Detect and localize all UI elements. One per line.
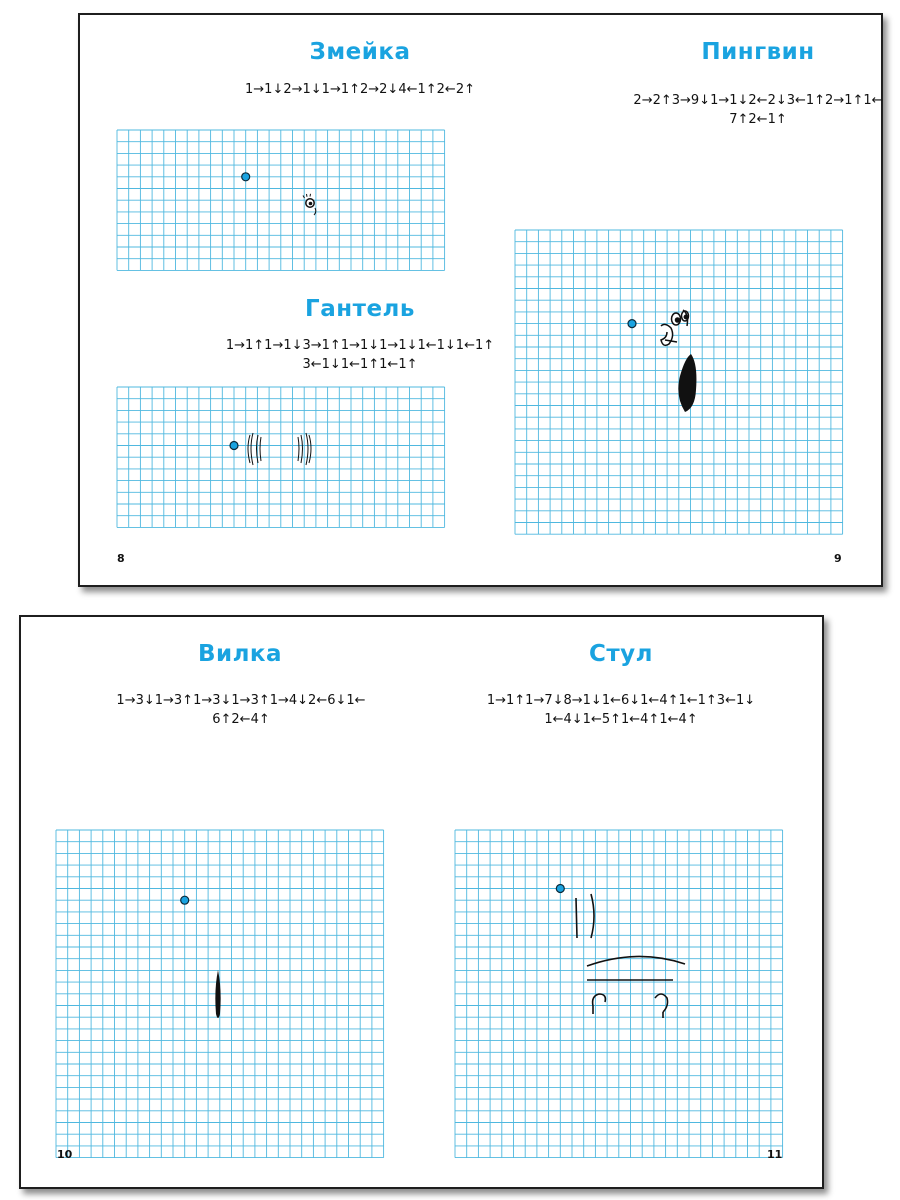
- code-line: 6↑2←4↑: [212, 712, 270, 727]
- page-number-8: 8: [117, 552, 125, 565]
- puzzle-title-vilka: Вилка: [197, 641, 283, 667]
- puzzle-code-pingvin: [558, 91, 900, 129]
- penguin-flipper-sketch: [678, 354, 696, 412]
- graph-grid-zmeyka: [117, 130, 446, 277]
- graph-grid-pingvin: [515, 230, 844, 534]
- penguin-face-sketch: [661, 310, 689, 345]
- puzzle-title-pingvin: Пингвин: [701, 39, 815, 65]
- page-number-11: 11: [767, 1148, 783, 1161]
- code-line: 3←1↓1←1↑1←1↑: [302, 357, 418, 372]
- code-line: 2→2↑3→9↓1→1↓2←2↓3←1↑2→1↑1←: [633, 93, 883, 108]
- graph-grid-gantel: [117, 387, 446, 534]
- grid-lines: [515, 230, 843, 534]
- book-spread-pages-8-9: [78, 13, 883, 587]
- grid-lines: [117, 130, 445, 270]
- grid-lines: [455, 830, 783, 1158]
- book-spread-pages-10-11: [19, 615, 824, 1189]
- grid-lines: [117, 387, 445, 527]
- graph-grid-vilka: [56, 830, 385, 1158]
- start-dot: [242, 173, 250, 181]
- puzzle-code-vilka: [41, 691, 441, 729]
- puzzle-code-stul: [421, 691, 821, 729]
- page-number-10: 10: [57, 1148, 73, 1161]
- page-number-9: 9: [834, 552, 842, 565]
- code-line: 1→3↓1→3↑1→3↓1→3↑1→4↓2←6↓1←: [116, 693, 366, 708]
- code-line: 1→1↑1→1↓3→1↑1→1↓1→1↓1←1↓1←1↑: [225, 338, 495, 353]
- code-line: 1→1↓2→1↓1→1↑2→2↓4←1↑2←2↑: [245, 82, 475, 97]
- start-dot: [628, 320, 636, 328]
- graph-grid-stul: [455, 830, 784, 1158]
- puzzle-code-gantel: [160, 336, 560, 374]
- puzzle-title-zmeyka: Змейка: [309, 39, 411, 65]
- start-dot: [181, 896, 189, 904]
- code-line: 1←4↓1←5↑1←4↑1←4↑: [544, 712, 698, 727]
- puzzle-code-zmeyka: [160, 80, 560, 99]
- start-dot: [556, 885, 564, 893]
- puzzle-title-gantel: Гантель: [305, 296, 415, 322]
- start-dot: [230, 442, 238, 450]
- code-line: 7↑2←1↑: [729, 112, 787, 127]
- code-line: 1→1↑1→7↓8→1↓1←6↓1←4↑1←1↑3←1↓: [486, 693, 756, 708]
- puzzle-title-stul: Стул: [588, 641, 654, 667]
